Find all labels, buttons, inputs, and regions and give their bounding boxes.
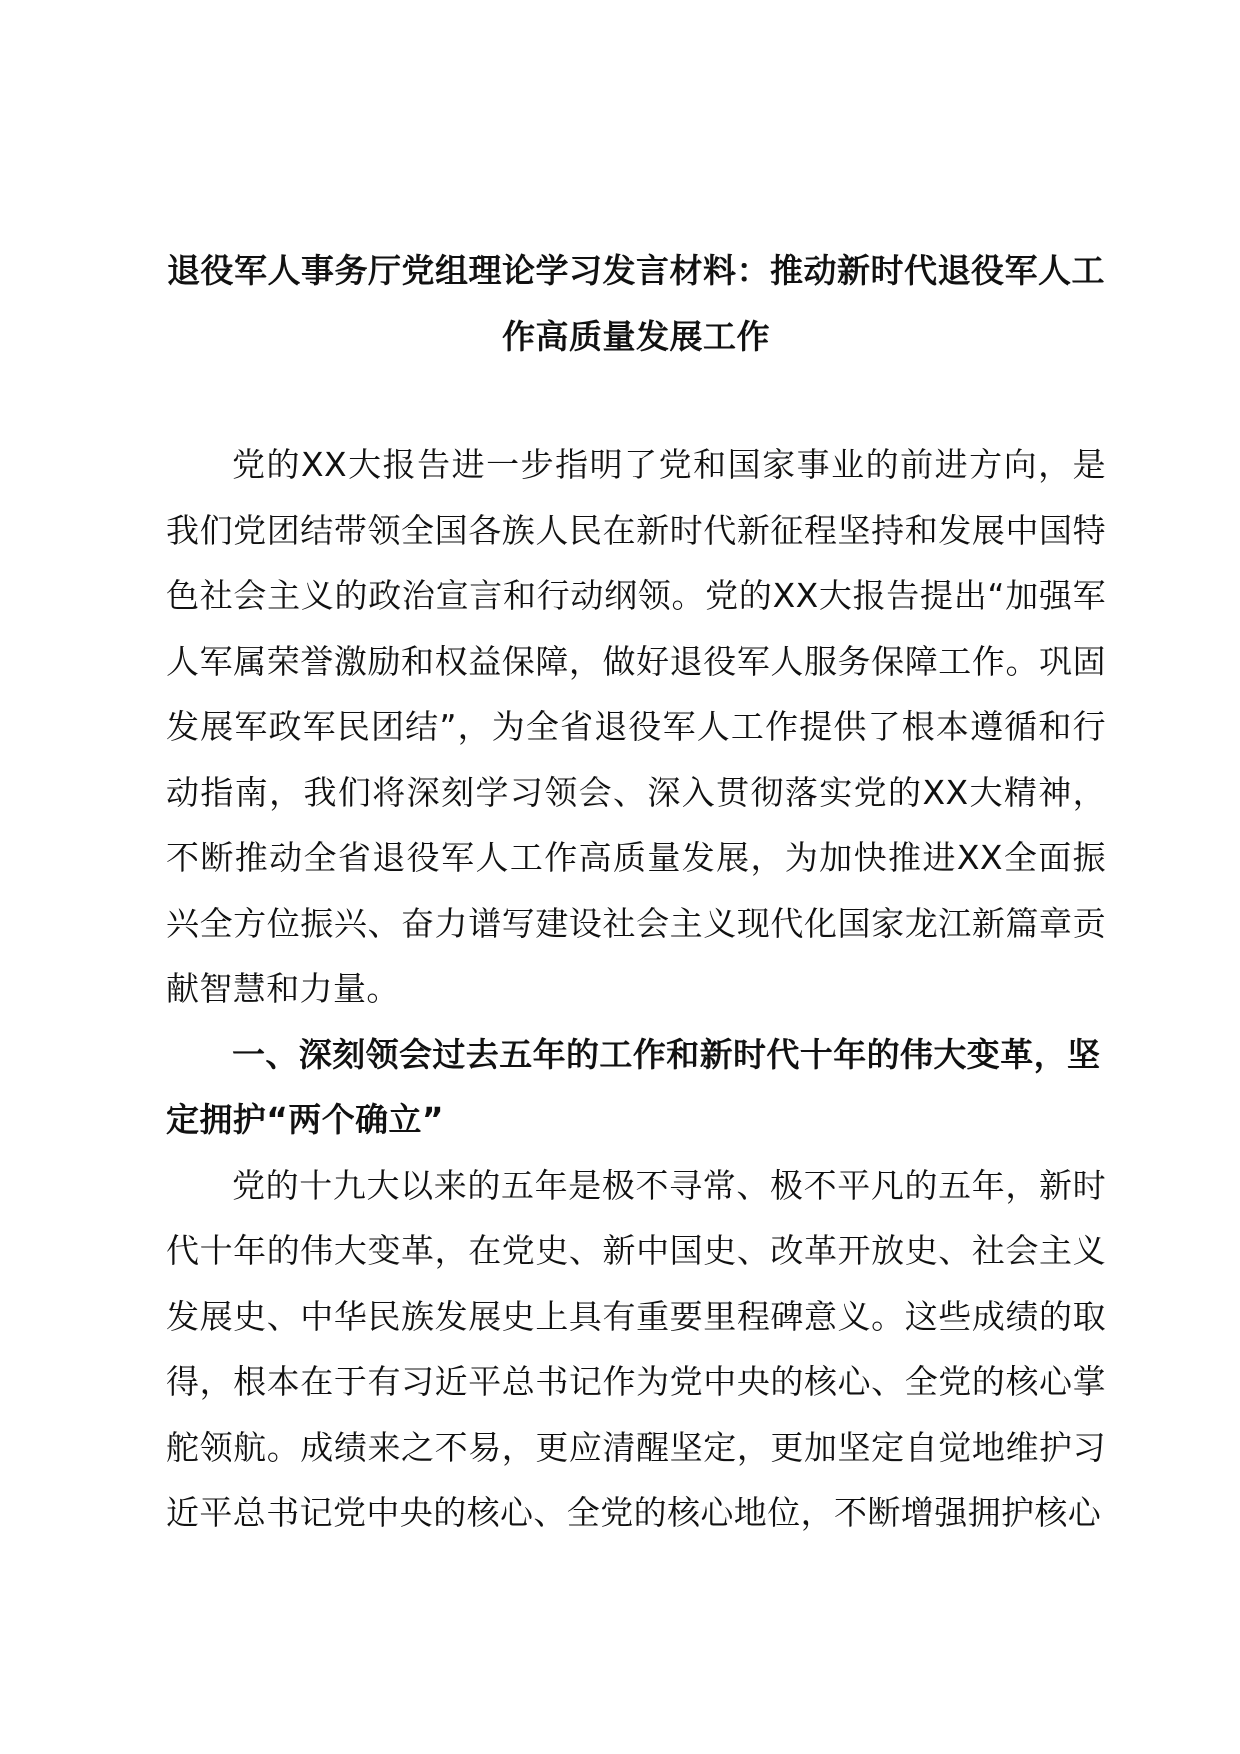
paragraph-section-1: 党的十九大以来的五年是极不寻常、极不平凡的五年，新时代十年的伟大变革，在党史、新中国史、改革开放史、社会主义发展史、中华民族发展史上具有重要里程碑意义。这些成绩的取得，根本在于有习近平总书记作为党中央的核心、全党的核心掌舵领航。成绩来之不易，更应清醒坚定，更加坚定自觉地维护习近平总书记党中央的核心、全党的核心地位，不断增强拥护核心 — [166, 1165, 1106, 1532]
paragraph-intro: 党的XX大报告进一步指明了党和国家事业的前进方向，是我们党团结带领全国各族人民在新时代新征程坚持和发展中国特色社会主义的政治宣言和行动纲领。党的XX大报告提出“加强军人军属荣誉激励和权益保障，做好退役军人服务保障工作。巩固发展军政军民团结”，为全省退役军人工作提供了根本遵循和行动指南，我们将深刻学习领会、深入贯彻落实党的XX大精神，不断推动全省退役军人工作高质量发展，为加快推进XX全面振兴全方位振兴、奋力谱写建设社会主义现代化国家龙江新篇章贡献智慧和力量。 — [166, 445, 1106, 1008]
document-body — [166, 432, 1106, 1546]
document-title: 退役军人事务厅党组理论学习发言材料：推动新时代退役军人工作高质量发展工作 — [167, 251, 1105, 356]
section-heading-1: 一、深刻领会过去五年的工作和新时代十年的伟大变革，坚定拥护“两个确立” — [166, 1034, 1101, 1139]
